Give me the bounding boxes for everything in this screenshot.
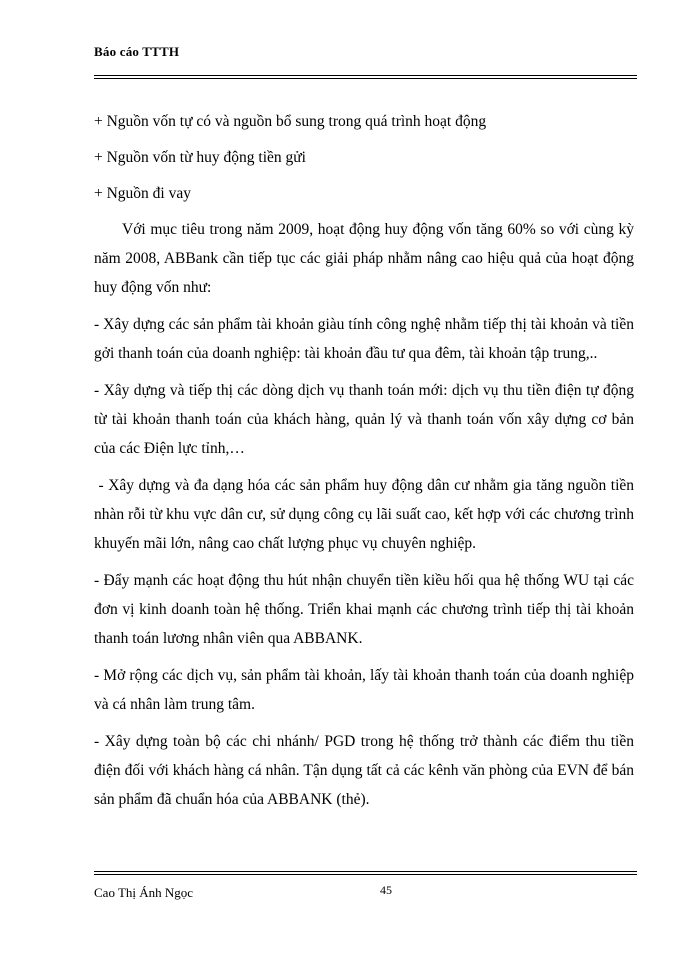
- intro-paragraph: Với mục tiêu trong năm 2009, hoạt động huy động vốn tăng 60% so với cùng kỳ năm 2008, ABBank cần tiếp tục các giải pháp nhằm nâng cao hiệu quả của hoạt động huy động vốn như:: [94, 221, 634, 296]
- document-header-title: Báo cáo TTTH: [94, 44, 180, 59]
- list-item: + Nguồn vốn tự có và nguồn bổ sung trong quá trình hoạt động: [94, 113, 487, 130]
- header-divider-thin: [94, 78, 637, 79]
- solution-paragraph: - Xây dựng và đa dạng hóa các sản phẩm huy động dân cư nhằm gia tăng nguồn tiền nhàn rỗi từ khu vực dân cư, sử dụng công cụ lãi suất cao, kết hợp với các chương trình khuyến mãi lớn, nâng cao chất lượng phục vụ chuyên nghiệp.: [94, 477, 638, 552]
- footer-author: Cao Thị Ánh Ngọc: [94, 885, 194, 900]
- header-divider: [94, 75, 637, 76]
- solution-paragraph: - Đẩy mạnh các hoạt động thu hút nhận chuyển tiền kiều hối qua hệ thống WU tại các đơn vị kinh doanh toàn hệ thống. Triển khai mạnh các chương trình tiếp thị tài khoản thanh toán lương nhân viên qua ABBANK.: [94, 572, 634, 647]
- solution-paragraph: - Xây dựng các sản phẩm tài khoản giàu tính công nghệ nhằm tiếp thị tài khoản và tiền gởi thanh toán của doanh nghiệp: tài khoản đầu tư qua đêm, tài khoản tập trung,..: [94, 316, 634, 362]
- page-number: 45: [380, 883, 392, 897]
- page-body: [94, 107, 638, 822]
- list-item: + Nguồn vốn từ huy động tiền gửi: [94, 149, 306, 166]
- solution-paragraph: - Xây dựng và tiếp thị các dòng dịch vụ thanh toán mới: dịch vụ thu tiền điện tự động từ tài khoản thanh toán của khách hàng, quản lý và thanh toán vốn xây dựng cơ bản của các Điện lực tỉnh,…: [94, 382, 634, 457]
- solution-paragraph: - Mở rộng các dịch vụ, sản phẩm tài khoản, lấy tài khoản thanh toán của doanh nghiệp và cá nhân làm trung tâm.: [94, 667, 634, 713]
- footer-divider-thin: [94, 871, 637, 872]
- solution-paragraph: - Xây dựng toàn bộ các chi nhánh/ PGD trong hệ thống trở thành các điểm thu tiền điện đối với khách hàng cá nhân. Tận dụng tất cả các kênh văn phòng của EVN để bán sản phẩm đã chuẩn hóa của ABBANK (thẻ).: [94, 733, 634, 808]
- list-item: + Nguồn đi vay: [94, 185, 191, 202]
- footer-divider: [94, 874, 637, 875]
